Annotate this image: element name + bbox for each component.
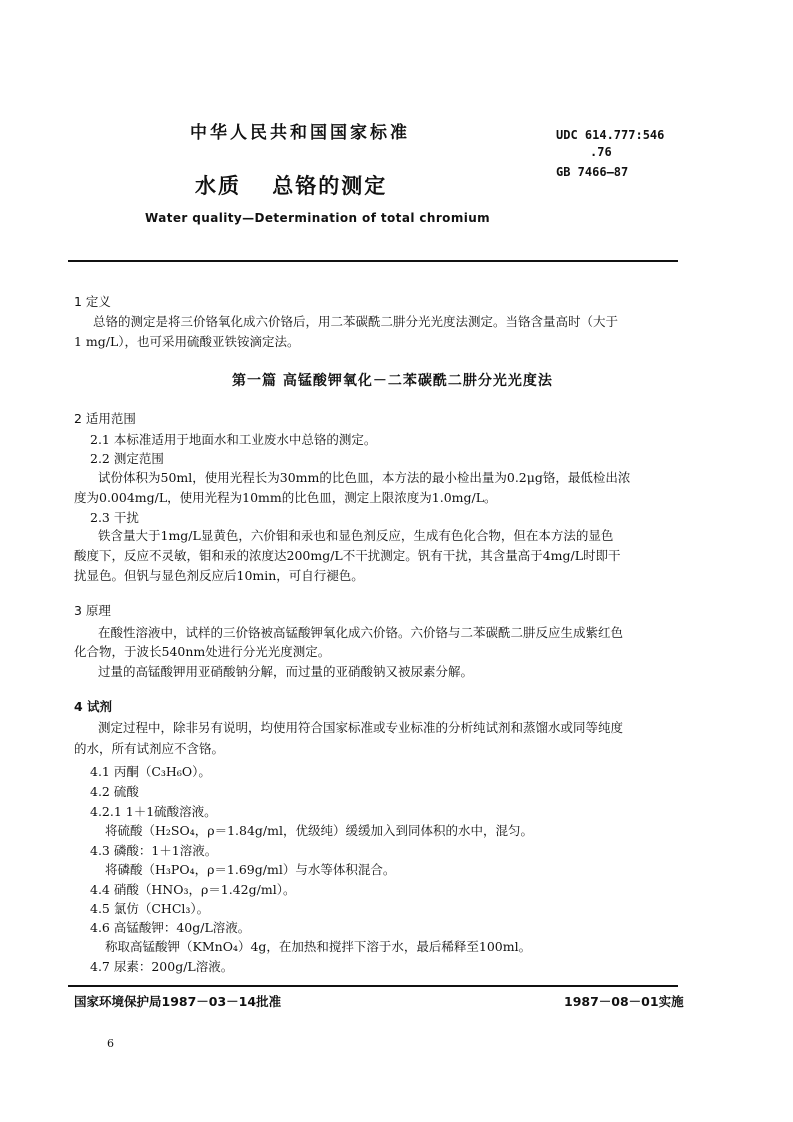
section-3-text-line-1: 在酸性溶液中，试样的三价铬被高锰酸钾氧化成六价铬。六价铬与二苯碳酰二肼反应生成紫红色 <box>98 625 624 640</box>
section-2-3-text-line-3: 扰显色。但钒与显色剂反应后10min，可自行褪色。 <box>74 568 364 583</box>
section-2-3-heading: 2.3 干扰 <box>90 510 139 525</box>
document-title-en: Water quality—Determination of total chromium <box>145 211 491 225</box>
standard-type: 中华人民共和国国家标准 <box>190 123 410 143</box>
footer-divider <box>68 985 678 987</box>
section-4-2-1-text: 4.2.1 1＋1硫酸溶液。 <box>90 804 217 819</box>
section-3-text-line-3: 过量的高锰酸钾用亚硝酸钠分解，而过量的亚硝酸钠又被尿素分解。 <box>98 664 474 679</box>
section-3-heading: 3 原理 <box>74 603 111 618</box>
section-2-2-text-line-1: 试份体积为50ml，使用光程长为30mm的比色皿，本方法的最小检出量为0.2μg铬，最低检出浓 <box>98 470 631 485</box>
effective-date: 1987－08－01实施 <box>564 994 684 1009</box>
section-1-text-line-2: 1 mg/L），也可采用硫酸亚铁铵滴定法。 <box>74 334 300 349</box>
section-4-6-text: 4.6 高锰酸钾：40g/L溶液。 <box>90 920 251 935</box>
section-4-3-text: 4.3 磷酸：1＋1溶液。 <box>90 843 218 858</box>
section-4-1-text: 4.1 丙酮（C₃H₆O）。 <box>90 764 211 779</box>
section-4-4-text: 4.4 硝酸（HNO₃，ρ＝1.42g/ml）。 <box>90 882 296 897</box>
part-title: 第一篇 高锰酸钾氧化－二苯碳酰二肼分光光度法 <box>232 373 553 389</box>
approval-date: 国家环境保护局1987－03－14批准 <box>74 994 282 1009</box>
section-4-text-line-1: 测定过程中，除非另有说明，均使用符合国家标准或专业标准的分析纯试剂和蒸馏水或同等纯度 <box>98 720 624 735</box>
document-title-zh: 水质 总铬的测定 <box>195 174 388 198</box>
udc-number-continued: .76 <box>590 145 612 159</box>
section-2-heading: 2 适用范围 <box>74 411 136 426</box>
udc-number: UDC 614.777:546 <box>556 128 665 142</box>
section-1-heading: 1 定义 <box>74 294 111 309</box>
section-4-3-description: 将磷酸（H₃PO₄，ρ＝1.69g/ml）与水等体积混合。 <box>105 862 396 877</box>
section-2-2-text-line-2: 度为0.004mg/L，使用光程为10mm的比色皿，测定上限浓度为1.0mg/L。 <box>74 490 497 505</box>
section-4-5-text: 4.5 氯仿（CHCl₃）。 <box>90 901 210 916</box>
section-4-7-text: 4.7 尿素：200g/L溶液。 <box>90 959 234 974</box>
section-4-6-description: 称取高锰酸钾（KMnO₄）4g，在加热和搅拌下溶于水，最后稀释至100ml。 <box>105 939 532 954</box>
section-4-2-text: 4.2 硫酸 <box>90 784 139 799</box>
section-2-2-heading: 2.2 测定范围 <box>90 451 164 466</box>
section-1-text-line-1: 总铬的测定是将三价铬氧化成六价铬后，用二苯碳酰二肼分光光度法测定。当铬含量高时（大于 <box>93 314 619 329</box>
section-2-1-text: 2.1 本标准适用于地面水和工业废水中总铬的测定。 <box>90 432 377 447</box>
section-4-heading: 4 试剂 <box>74 699 113 714</box>
section-2-3-text-line-1: 铁含量大于1mg/L显黄色，六价钼和汞也和显色剂反应，生成有色化合物，但在本方法的显色 <box>98 528 614 543</box>
gb-number: GB 7466—87 <box>556 165 629 179</box>
section-4-2-1-description: 将硫酸（H₂SO₄，ρ＝1.84g/ml，优级纯）缓缓加入到同体积的水中，混匀。 <box>105 823 533 838</box>
page-number: 6 <box>107 1037 114 1050</box>
section-2-3-text-line-2: 酸度下，反应不灵敏，钼和汞的浓度达200mg/L不干扰测定。钒有干扰，其含量高于4mg/L时即干 <box>74 548 621 563</box>
section-4-text-line-2: 的水，所有试剂应不含铬。 <box>74 741 225 756</box>
section-3-text-line-2: 化合物，于波长540nm处进行分光光度测定。 <box>74 644 331 659</box>
header-divider <box>68 260 678 262</box>
